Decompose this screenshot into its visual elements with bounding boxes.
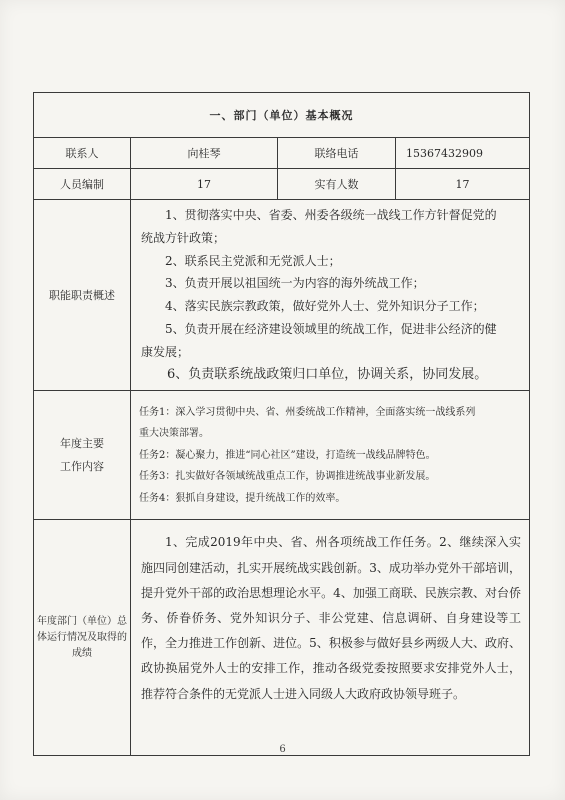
duty-item: 3、负责开展以祖国统一为内容的海外统战工作； [165,276,425,291]
duty-item: 1、贯彻落实中央、省委、州委各级统一战线工作方针督促党的 [165,208,497,222]
annual-tasks-label-line2: 工作内容 [60,460,104,474]
duties-content [131,200,530,391]
duties-label: 职能职责概述 [34,200,131,391]
contact-label: 联系人 [34,138,131,169]
annual-tasks-label-line1: 年度主要 [60,437,104,451]
staffing-value: 17 [131,169,278,200]
duty-item: 统战方针政策； [141,230,226,245]
duty-item: 康发展； [141,344,190,359]
staffing-label: 人员编制 [34,169,131,200]
task-item: 重大决策部署。 [139,428,209,440]
annual-tasks-row [34,391,530,520]
task-item: 任务4：狠抓自身建设，提升统战工作的效率。 [139,492,346,504]
annual-tasks-label [34,391,131,520]
annual-tasks-content [131,391,530,520]
results-content [131,520,530,756]
duty-item: 6、负责联系统战政策归口单位，协调关系，协同发展。 [167,366,488,382]
actual-staff-label: 实有人数 [278,169,396,200]
duty-item: 2、联系民主党派和无党派人士； [165,253,341,268]
task-item: 任务1：深入学习贯彻中央、省、州委统战工作精神，全面落实统一战线系列 [139,406,476,418]
duties-row [34,200,530,391]
phone-value: 15367432909 [396,138,530,169]
actual-staff-value: 17 [396,169,530,200]
phone-label: 联络电话 [278,138,396,169]
page-number: 6 [279,744,286,755]
overview-table [33,92,530,756]
section-title: 一、部门（单位）基本概况 [34,93,530,138]
results-label: 年度部门（单位）总体运行情况及取得的成绩 [34,520,131,756]
results-row [34,520,530,756]
contact-row [34,138,530,169]
staffing-row [34,169,530,200]
duty-item: 4、落实民族宗教政策，做好党外人士、党外知识分子工作； [165,299,485,314]
task-item: 任务2：凝心聚力，推进“同心社区”建设，打造统一战线品牌特色。 [139,449,436,461]
results-text: 1、完成2019年中央、省、州各项统战工作任务。2、继续深入实施四同创建活动，扎实开展统战实践创新。3、成功举办党外干部培训，提升党外干部的政治思想理论水平。4、加强工商联、民族宗教、对台侨务、侨眷侨务、党外知识分子、非公党建、信息调研、自身建设等工作，全力推进工作创新、进位。5、积极参与做好县乡两级人大、政府、政协换届党外人士的安排工作，推动各级党委按照要求安排党外人士，推荐符合条件的无党派人士进入同级人大政府政协领导班子。 [141,535,521,701]
contact-name: 向桂琴 [131,138,278,169]
duty-item: 5、负责开展在经济建设领域里的统战工作，促进非公经济的健 [165,321,497,336]
task-item: 任务3：扎实做好各领域统战重点工作，协调推进统战事业新发展。 [139,471,436,483]
